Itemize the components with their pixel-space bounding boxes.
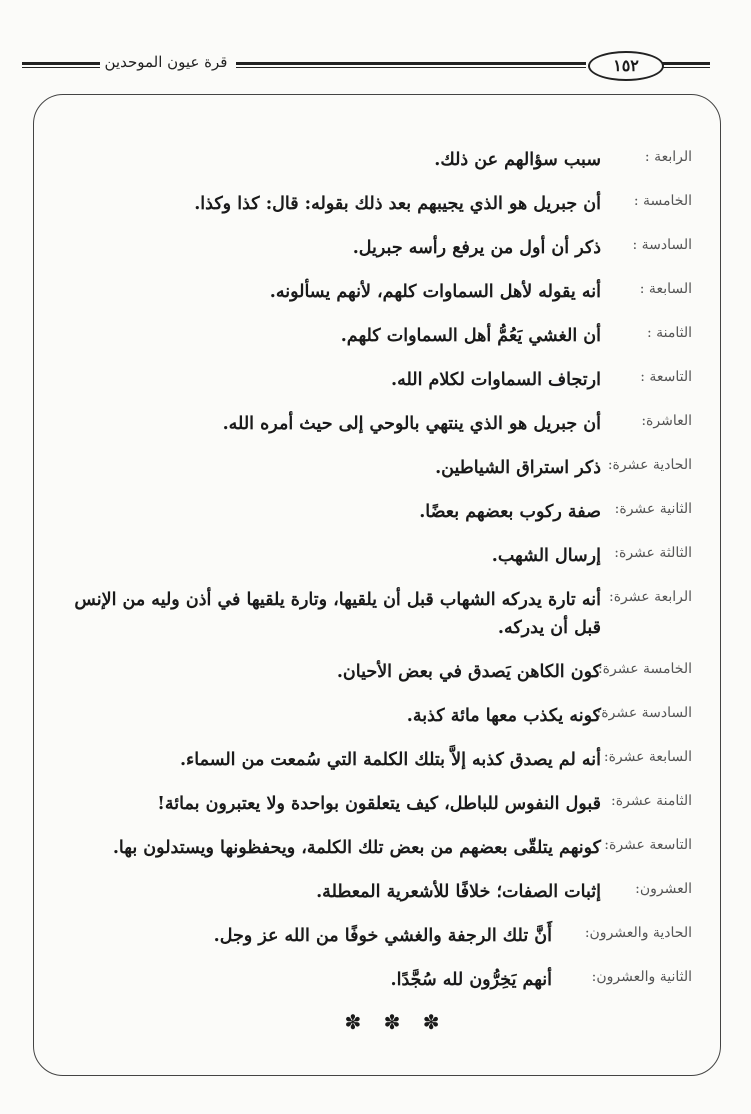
entry-label: الثامنة : <box>646 325 692 341</box>
entry-label: التاسعة عشرة: <box>604 837 692 853</box>
entry-text: ارتجاف السماوات لكلام الله. <box>390 370 601 390</box>
entry-text: إرسال الشهب. <box>491 546 601 566</box>
list-item <box>60 834 692 862</box>
entry-label: الثانية عشرة: <box>614 501 692 517</box>
entry-text: أنه لم يصدق كذبه إلاَّ بتلك الكلمة التي سُمعت من السماء. <box>179 750 601 770</box>
entry-text: إثبات الصفات؛ خلافًا للأشعرية المعطلة. <box>316 882 601 902</box>
list-item <box>60 146 692 174</box>
entry-label: السادسة : <box>632 237 692 253</box>
list-item <box>60 746 692 774</box>
list-item <box>60 790 692 818</box>
entry-text: كون الكاهن يَصدق في بعض الأحيان. <box>336 662 601 682</box>
entry-text: أنه تارة يدركه الشهاب قبل أن يلقيها، وتارة يلقيها في أذن وليه من الإنس قبل أن يدركه. <box>74 590 601 638</box>
entry-label: السابعة عشرة: <box>603 749 692 765</box>
page-number: ١٥٢ <box>588 51 664 81</box>
list-item <box>60 966 692 994</box>
entry-label: العشرون: <box>635 881 692 897</box>
entry-label: الخامسة : <box>633 193 692 209</box>
header-rule-left <box>22 62 100 68</box>
list-item <box>60 878 692 906</box>
entry-label: الثانية والعشرون: <box>591 969 692 985</box>
entry-text: أنهم يَخِرُّون لله سُجَّدًا. <box>390 970 552 990</box>
entry-label: الثامنة عشرة: <box>611 793 692 809</box>
entry-label: الرابعة : <box>644 149 692 165</box>
list-item <box>60 190 692 218</box>
list-item <box>60 658 692 686</box>
entry-text: أنه يقوله لأهل السماوات كلهم، لأنهم يسألونه. <box>269 282 601 302</box>
entry-text: أن جبريل هو الذي يجيبهم بعد ذلك بقوله: قال: كذا وكذا. <box>194 194 601 214</box>
list-item <box>60 234 692 262</box>
list-item <box>60 922 692 950</box>
list-item <box>60 366 692 394</box>
header-rule-middle <box>236 62 586 68</box>
list-item <box>60 410 692 438</box>
list-item <box>60 702 692 730</box>
list-item <box>60 498 692 526</box>
entry-text: أن جبريل هو الذي ينتهي بالوحي إلى حيث أمره الله. <box>222 414 601 434</box>
entry-label: العاشرة: <box>641 413 692 429</box>
entry-text: سبب سؤالهم عن ذلك. <box>434 150 601 170</box>
entry-label: الحادية عشرة: <box>607 457 692 473</box>
entry-label: السادسة عشرة: <box>596 705 692 721</box>
list-item <box>60 322 692 350</box>
entry-text: أَنَّ تلك الرجفة والغشي خوفًا من الله عز وجل. <box>213 926 552 946</box>
list-item <box>60 278 692 306</box>
entry-label: التاسعة : <box>640 369 692 385</box>
entry-label: الرابعة عشرة: <box>609 589 692 605</box>
list-item <box>60 586 692 642</box>
list-item <box>60 542 692 570</box>
list-item <box>60 454 692 482</box>
header-rule-right <box>662 62 710 68</box>
entry-text: قبول النفوس للباطل، كيف يتعلقون بواحدة ولا يعتبرون بمائة! <box>157 794 601 814</box>
entry-label: الحادية والعشرون: <box>584 925 692 941</box>
ornament-stars: ✽ ✽ ✽ <box>344 1010 448 1034</box>
entry-text: ذكر أن أول من يرفع رأسه جبريل. <box>352 238 601 258</box>
entry-text: صفة ركوب بعضهم بعضًا. <box>419 502 601 522</box>
entry-label: الخامسة عشرة: <box>597 661 692 677</box>
entry-text: كونهم يتلقّى بعضهم من بعض تلك الكلمة، ويحفظونها ويستدلون بها. <box>112 838 601 858</box>
entries-list <box>60 146 692 1034</box>
page-header <box>0 50 751 80</box>
entry-text: كونه يكذب معها مائة كذبة. <box>406 706 601 726</box>
entry-label: الثالثة عشرة: <box>614 545 692 561</box>
running-title: قرة عيون الموحدين <box>104 53 228 71</box>
entry-text: ذكر استراق الشياطين. <box>435 458 601 478</box>
entry-text: أن الغشي يَعُمُّ أهل السماوات كلهم. <box>340 326 601 346</box>
entry-label: السابعة : <box>639 281 692 297</box>
